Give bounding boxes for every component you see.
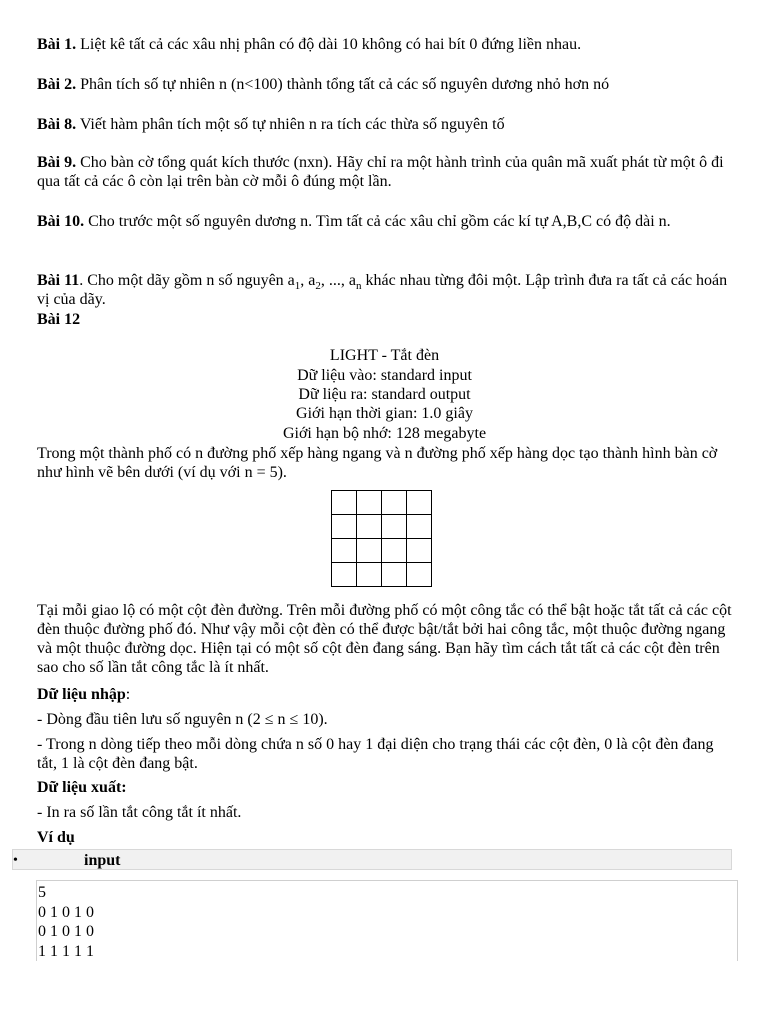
sample-line: 0 1 0 1 0 <box>38 923 94 940</box>
bullet-icon: • <box>13 853 18 868</box>
input-description-2: - Trong n dòng tiếp theo mỗi dòng chứa n số 0 hay 1 đại diện cho trạng thái các cột đèn, 0 là cột đèn đang tắt, 1 là cột đèn đang bật. <box>37 736 714 772</box>
input-description-1: - Dòng đầu tiên lưu số nguyên n (2 ≤ n ≤ 10). <box>37 711 328 728</box>
exercise-12 <box>37 310 732 329</box>
exercise-1 <box>37 35 732 54</box>
output-heading-text: Dữ liệu xuất: <box>37 779 127 796</box>
exercise-9-text: Cho bàn cờ tổng quát kích thước (nxn). Hãy chỉ ra một hành trình của quân mã xuất phát từ một ô đi qua tất cả các ô còn lại trên bàn cờ mỗi ô đúng một lần. <box>37 154 724 190</box>
input-heading-colon: : <box>125 686 131 703</box>
chessboard-grid-figure <box>331 490 432 587</box>
sample-input-box <box>36 880 738 961</box>
example-heading <box>37 828 732 847</box>
output-heading <box>37 778 732 797</box>
subscript-2: 2 <box>315 280 321 293</box>
exercise-11-text-b: khác nhau từng đôi một. Lập trình đưa ra tất cả các hoán vị của dãy. <box>37 272 728 308</box>
exercise-9-label: Bài 9. <box>37 154 77 171</box>
sample-input-label: input <box>84 852 121 869</box>
problem-title: LIGHT - Tắt đèn <box>329 347 440 364</box>
output-description: - In ra số lần tắt công tắt ít nhất. <box>37 804 242 821</box>
exercise-1-text: Liệt kê tất cả các xâu nhị phân có độ dài 10 không có hai bít 0 đứng liền nhau. <box>76 36 582 53</box>
exercise-2 <box>37 75 732 94</box>
exercise-8-label: Bài 8. <box>37 116 77 133</box>
problem-description: Tại mỗi giao lộ có một cột đèn đường. Trên mỗi đường phố có một công tắc có thể bật hoặc tắt tất cả các cột đèn thuộc đường phố đó. Như vậy mỗi cột đèn có thể được bật/tắt bởi hai công tắc, một thuộc đường ngang và một thuộc đường dọc. Hiện tại có một số cột đèn đang sáng. Bạn hãy tìm cách tắt tất cả các cột đèn trên sao cho số lần tắt công tắc là ít nhất. <box>37 602 732 676</box>
problem-memory-limit: Giới hạn bộ nhớ: 128 megabyte <box>282 425 487 442</box>
sample-line: 1 1 1 1 1 <box>38 943 94 960</box>
exercise-9 <box>37 153 732 191</box>
exercise-10 <box>37 212 732 231</box>
exercise-10-label: Bài 10. <box>37 213 85 230</box>
problem-output-target: Dữ liệu ra: standard output <box>298 386 471 403</box>
exercise-11 <box>37 271 732 309</box>
exercise-1-label: Bài 1. <box>37 36 77 53</box>
exercise-8-text: Viết hàm phân tích một số tự nhiên n ra tích các thừa số nguyên tố <box>76 116 505 133</box>
exercise-12-label: Bài 12 <box>37 311 81 328</box>
exercise-11-text-a: . Cho một dãy gồm n số nguyên a <box>79 272 295 289</box>
sample-line: 0 1 0 1 0 <box>38 904 94 921</box>
problem-intro: Trong một thành phố có n đường phố xếp hàng ngang và n đường phố xếp hàng dọc tạo thành hình bàn cờ như hình vẽ bên dưới (ví dụ với n = 5). <box>37 445 718 481</box>
exercise-8 <box>37 115 732 134</box>
example-heading-text: Ví dụ <box>37 829 75 846</box>
exercise-10-text: Cho trước một số nguyên dương n. Tìm tất cả các xâu chỉ gồm các kí tự A,B,C có độ dài n. <box>84 213 671 230</box>
problem-input-source: Dữ liệu vào: standard input <box>297 367 472 384</box>
exercise-2-text: Phân tích số tự nhiên n (n<100) thành tổng tất cả các số nguyên dương nhỏ hơn nó <box>76 76 610 93</box>
input-heading-text: Dữ liệu nhập <box>37 686 126 703</box>
input-heading <box>37 685 732 704</box>
subscript-1: 1 <box>294 280 301 293</box>
exercise-2-label: Bài 2. <box>37 76 77 93</box>
exercise-11-label: Bài 11 <box>37 272 80 289</box>
separator-1: , a <box>300 272 316 289</box>
problem-time-limit: Giới hạn thời gian: 1.0 giây <box>296 405 473 422</box>
subscript-n: n <box>356 280 362 293</box>
separator-2: , ..., a <box>320 272 356 289</box>
sample-line: 5 <box>38 884 46 901</box>
